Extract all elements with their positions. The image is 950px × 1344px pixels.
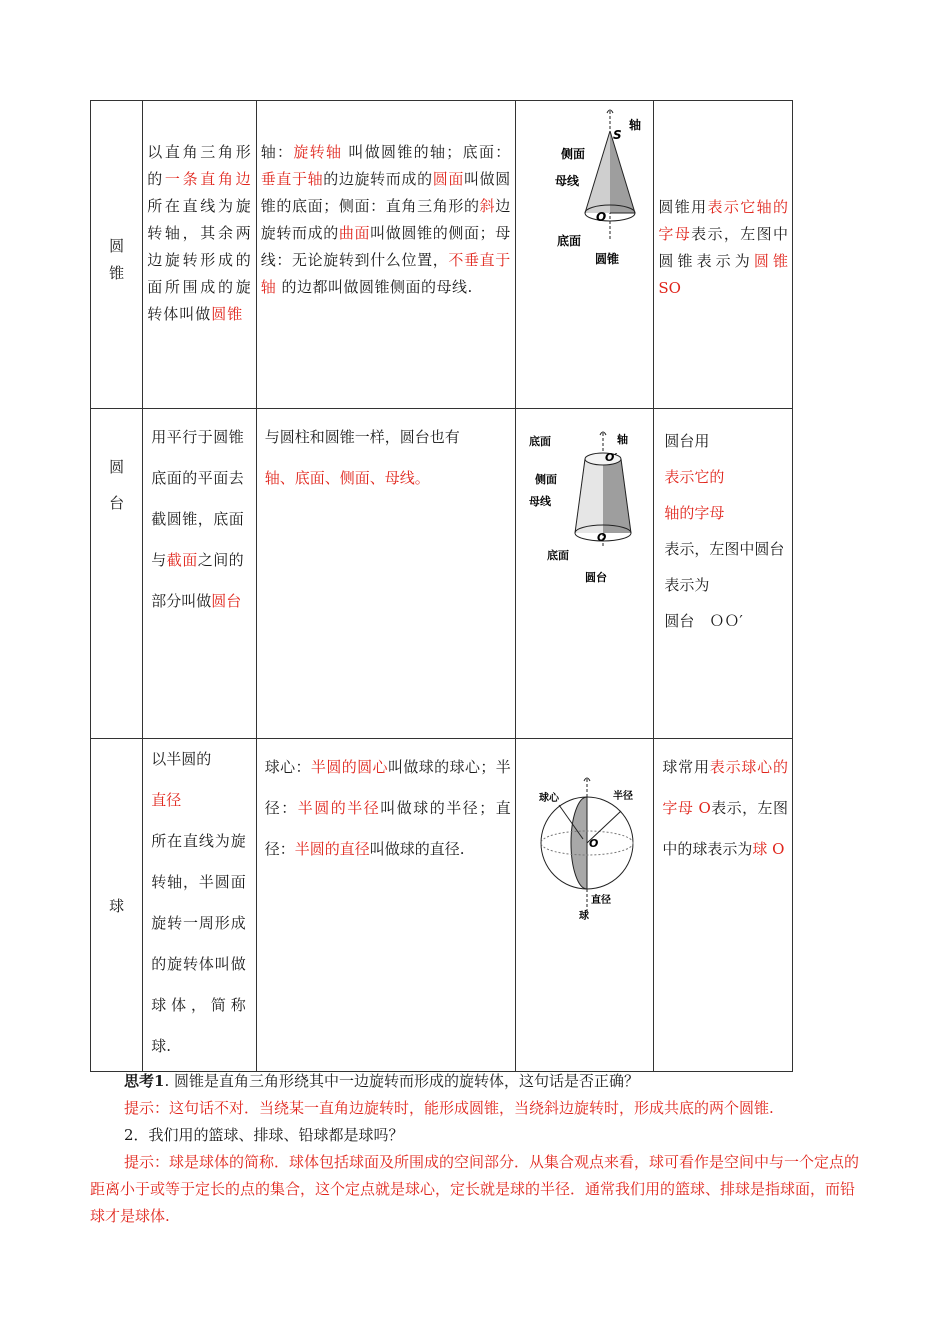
cone-fig-side: 侧面	[560, 147, 585, 161]
cone-parts-red-1: 旋转轴	[293, 143, 343, 161]
sphere-parts-cell	[256, 739, 515, 1072]
think-q1-label: 思考1	[124, 1072, 165, 1090]
frustum-name-2: 台	[109, 494, 125, 512]
cone-fig-base: 底面	[556, 234, 581, 248]
frustum-fig-caption: 圆台	[584, 571, 607, 584]
sphere-notation-red-2: 球 O	[752, 840, 785, 858]
cone-notation-text-1: 圆锥用	[658, 198, 708, 216]
cone-def-text-2: 所在直线为旋转轴，其余两边旋转形成的面所围成的旋转体叫做	[147, 197, 252, 323]
cone-parts-text-6: 叫做圆锥的侧面；母线：无论旋转到什么位置，	[260, 224, 511, 269]
cone-parts-text-1: 轴：	[260, 143, 294, 161]
frustum-figure	[521, 425, 649, 595]
frustum-notation-text-3: 圆台 ＯＯ′	[664, 612, 743, 630]
frustum-def-text-1: 用平行于圆锥底面的平面去截圆锥，底面与	[151, 428, 244, 569]
sphere-parts-text-3: 叫做球的半径；直径：	[264, 799, 511, 858]
cone-fig-generatrix: 母线	[554, 174, 579, 188]
frustum-parts-red-1: 轴、底面、侧面、母线。	[264, 469, 430, 487]
cone-fig-caption: 圆锥	[594, 252, 619, 266]
think-section	[90, 1068, 865, 1230]
cone-def-red-2: 圆锥	[211, 305, 244, 323]
sphere-name: 球	[109, 896, 125, 915]
frustum-def-text-2: 之间的部分叫做	[151, 551, 244, 610]
sphere-parts-red-2: 半圆的半径	[297, 799, 381, 817]
sphere-parts-text-4: 叫做球的直径.	[369, 840, 465, 858]
think-question-1	[90, 1068, 865, 1095]
frustum-fig-top-base: 底面	[528, 435, 551, 448]
cone-parts-red-4: 斜	[479, 197, 496, 215]
sphere-definition-cell	[143, 739, 256, 1072]
cone-figure-cell	[515, 101, 654, 409]
sphere-figure	[521, 773, 649, 923]
cone-definition-cell	[143, 101, 256, 409]
frustum-notation-red-2: 轴的字母	[664, 504, 725, 522]
sphere-def-text-1: 以半圆的	[151, 750, 212, 768]
sphere-fig-o: O	[588, 837, 598, 850]
cone-name-2: 锥	[109, 263, 125, 282]
frustum-def-red-1: 截面	[166, 551, 198, 569]
cone-def-text-1: 以直角三角形的	[147, 143, 252, 188]
cone-notation-red-2: 圆锥 SO	[658, 252, 788, 297]
cone-parts-text-5: 边旋转而成的	[260, 197, 511, 242]
frustum-notation-cell	[654, 409, 793, 739]
frustum-parts-cell	[256, 409, 515, 739]
frustum-notation-text-2: 表示，左图中圆台表示为	[664, 540, 785, 594]
sphere-fig-radius: 半径	[612, 791, 633, 802]
cone-parts-text-3: 的边旋转而成的	[323, 170, 433, 188]
cone-figure	[521, 101, 649, 271]
frustum-definition-cell	[143, 409, 256, 739]
sphere-fig-caption: 球	[578, 911, 589, 922]
cone-parts-text-4: 叫做圆锥的底面；侧面：直角三角形的	[260, 170, 511, 215]
cone-parts-red-2: 垂直于轴	[260, 170, 324, 188]
sphere-notation-cell	[654, 739, 793, 1072]
frustum-fig-generatrix: 母线	[528, 495, 551, 508]
sphere-def-text-2: 所在直线为旋转轴，半圆面旋转一周形成的旋转体叫做球体，简称球.	[151, 832, 246, 1055]
cone-parts-red-3: 圆面	[432, 170, 464, 188]
think-q1-text: . 圆锥是直角三角形绕其中一边旋转而形成的旋转体，这句话是否正确？	[164, 1072, 639, 1090]
think-answer-2: 提示：球是球体的简称．球体包括球面及所围成的空间部分．从集合观点来看，球可看作是空间中与一个定点的距离小于或等于定长的点的集合，这个定点就是球心，定长就是球的半径．通常我们用的篮球、排球是指球面，而铅球才是球体.	[90, 1153, 860, 1225]
solids-table	[90, 100, 793, 1072]
cone-parts-red-6: 不垂直于轴	[260, 251, 511, 296]
sphere-def-red-1: 直径	[151, 791, 182, 809]
frustum-figure-cell	[515, 409, 654, 739]
frustum-parts-text-1: 与圆柱和圆锥一样，圆台也有	[264, 428, 460, 446]
frustum-fig-o: O	[596, 531, 606, 544]
cone-notation-text-2: 表示，左图中圆锥表示为	[658, 225, 788, 270]
sphere-notation-text-2: 表示，左图中的球表示为	[662, 799, 788, 858]
sphere-parts-red-3: 半圆的直径	[294, 840, 370, 858]
cone-fig-o: O	[595, 210, 606, 224]
sphere-notation-red-1: 表示球心的字母 O	[662, 758, 788, 817]
frustum-def-red-2: 圆台	[211, 592, 242, 610]
cone-fig-axis: 轴	[628, 118, 641, 132]
frustum-notation-red-1: 表示它的	[664, 468, 725, 486]
cone-name-cell	[91, 101, 143, 409]
cone-notation-cell	[654, 101, 793, 409]
sphere-fig-center: 球心	[538, 793, 559, 804]
cone-parts-cell	[256, 101, 515, 409]
sphere-figure-cell	[515, 739, 654, 1072]
sphere-parts-red-1: 半圆的圆心	[310, 758, 388, 776]
think-answer-1: 提示：这句话不对．当绕某一直角边旋转时，能形成圆锥，当绕斜边旋转时，形成共底的两个圆锥.	[124, 1099, 774, 1117]
table-row-cone	[91, 101, 793, 409]
sphere-parts-text-2: 叫做球的球心；半径：	[264, 758, 511, 817]
cone-fig-s: S	[612, 128, 622, 142]
frustum-fig-o-prime: O′	[604, 451, 617, 464]
frustum-fig-bottom-base: 底面	[546, 549, 569, 562]
cone-name-1: 圆	[109, 236, 125, 255]
sphere-fig-diameter: 直径	[590, 895, 611, 906]
sphere-name-cell	[91, 739, 143, 1072]
think-question-2: 2．我们用的篮球、排球、铅球都是球吗？	[124, 1126, 404, 1144]
frustum-fig-side: 侧面	[534, 473, 557, 486]
table-row-sphere	[91, 739, 793, 1072]
frustum-notation-text-1: 圆台用	[664, 432, 710, 450]
sphere-notation-text-1: 球常用	[662, 758, 710, 776]
frustum-fig-axis: 轴	[616, 433, 628, 446]
frustum-name-cell	[91, 409, 143, 739]
cone-parts-red-5: 曲面	[338, 224, 371, 242]
cone-parts-text-2: 叫做圆锥的轴；底面：	[342, 143, 511, 161]
cone-def-red-1: 一条直角边	[164, 170, 252, 188]
table-row-frustum	[91, 409, 793, 739]
cone-parts-text-7: 的边都叫做圆锥侧面的母线.	[276, 278, 473, 296]
frustum-name-1: 圆	[109, 458, 125, 476]
cone-notation-red-1: 表示它轴的字母	[658, 198, 788, 243]
sphere-parts-text-1: 球心：	[264, 758, 311, 776]
